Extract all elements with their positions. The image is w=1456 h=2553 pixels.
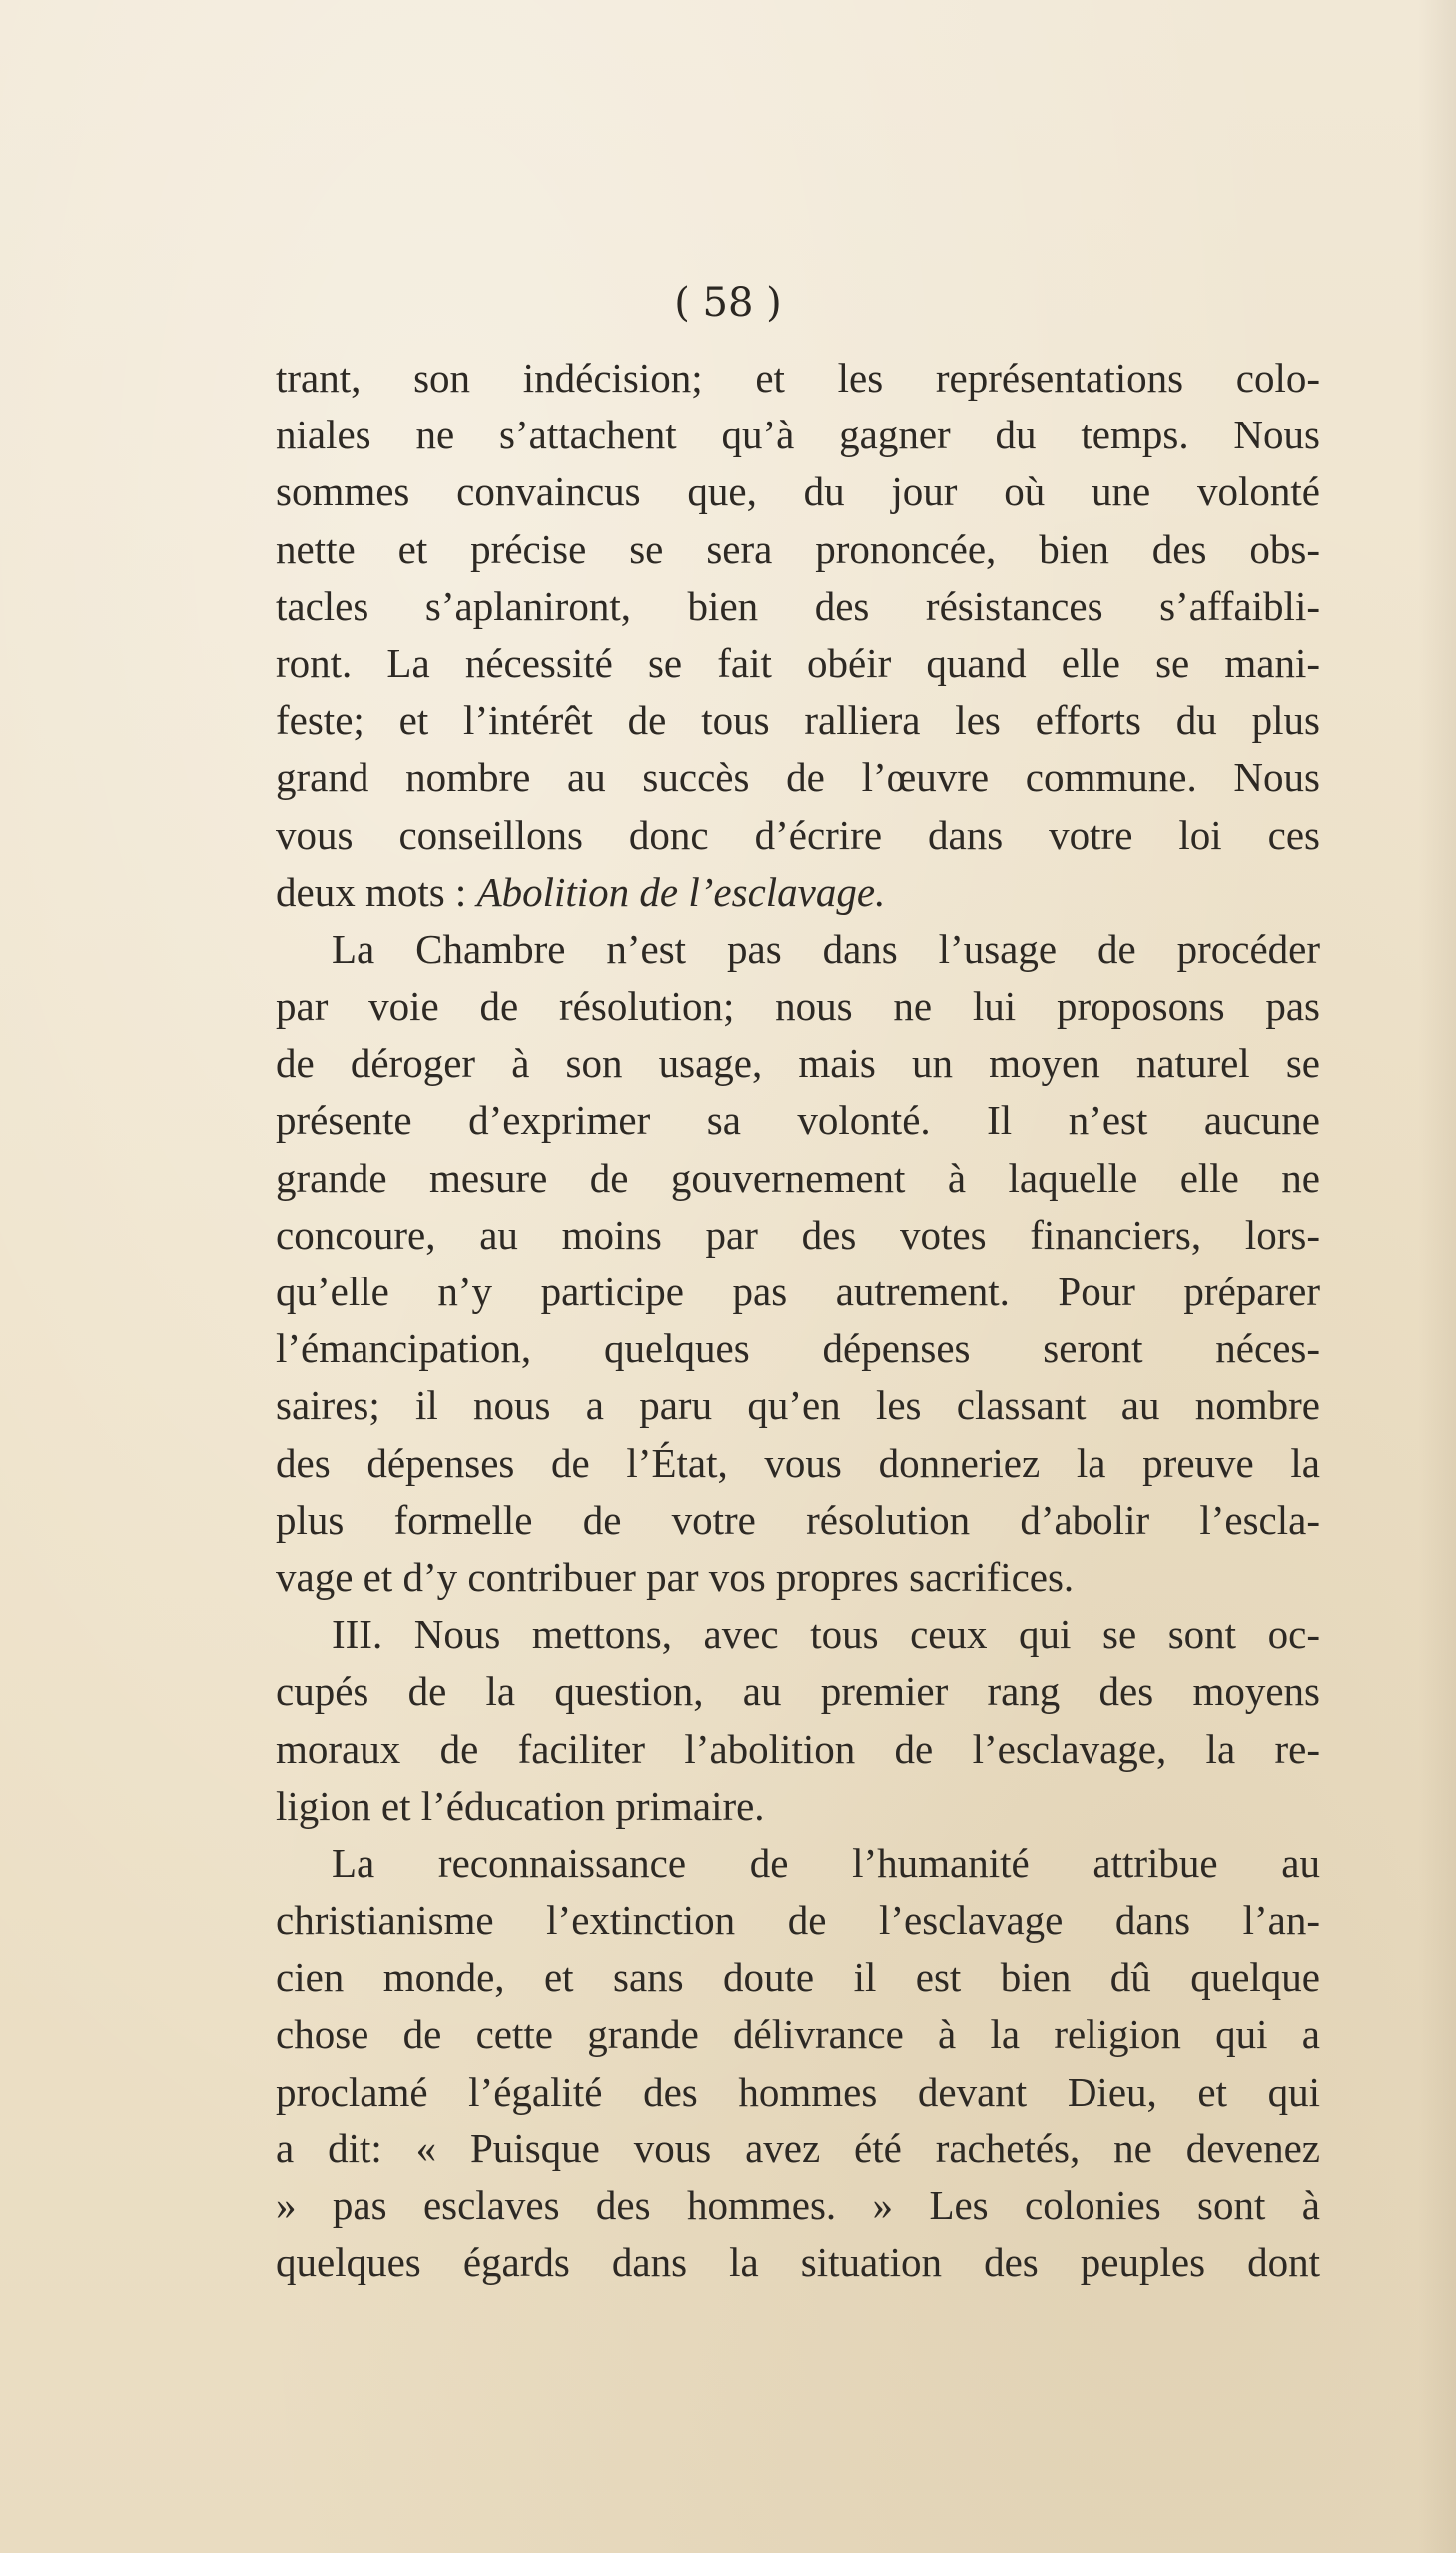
page-edge-shadow: [1418, 0, 1456, 2553]
text-line: de déroger à son usage, mais un moyen naturel se: [276, 1040, 1320, 1087]
text-line: feste; et l’intérêt de tous ralliera les efforts du plus: [276, 697, 1320, 744]
text-line: concoure, au moins par des votes financiers, lors-: [276, 1211, 1320, 1258]
text-line: saires; il nous a paru qu’en les classant au nombre: [276, 1382, 1320, 1429]
text-line: vous conseillons donc d’écrire dans votre loi ces: [276, 811, 1320, 858]
text-line: moraux de faciliter l’abolition de l’esclavage, la re-: [276, 1725, 1320, 1772]
text-line: » pas esclaves des hommes. » Les colonies sont à: [276, 2182, 1320, 2228]
text-line-prefix: deux mots :: [276, 868, 477, 915]
text-line: cupés de la question, au premier rang des moyens: [276, 1668, 1320, 1715]
italic-phrase: Abolition de l’esclavage.: [476, 868, 886, 915]
text-line: plus formelle de votre résolution d’abolir l’escla-: [276, 1496, 1320, 1543]
text-line: quelques égards dans la situation des peuples dont: [276, 2239, 1320, 2286]
paragraph-first-line: La reconnaissance de l’humanité attribue au: [332, 1839, 1320, 1886]
text-line: qu’elle n’y participe pas autrement. Pour préparer: [276, 1269, 1320, 1314]
text-line: ligion et l’éducation primaire.: [276, 1782, 765, 1829]
text-line: sommes convaincus que, du jour où une volonté: [276, 468, 1320, 515]
text-line: tacles s’aplaniront, bien des résistances s’affaibli-: [276, 582, 1320, 629]
text-line: chose de cette grande délivrance à la religion qui a: [276, 2011, 1320, 2058]
text-line: grande mesure de gouvernement à laquelle elle ne: [276, 1154, 1320, 1201]
text-line: des dépenses de l’État, vous donneriez la preuve la: [276, 1439, 1320, 1486]
text-line: cien monde, et sans doute il est bien dû quelque: [276, 1954, 1320, 2001]
text-line: trant, son indécision; et les représentations colo-: [276, 355, 1320, 401]
text-line: niales ne s’attachent qu’à gagner du temps. Nous: [276, 412, 1320, 458]
text-line: ront. La nécessité se fait obéir quand elle se mani-: [276, 639, 1320, 686]
text-line: christianisme l’extinction de l’esclavage dans l’an-: [276, 1897, 1320, 1944]
text-line: a dit: « Puisque vous avez été rachetés, ne devenez: [276, 2125, 1320, 2171]
paragraph-first-line: III. Nous mettons, avec tous ceux qui se sont oc-: [332, 1611, 1320, 1658]
text-line: proclamé l’égalité des hommes devant Dieu, et qui: [276, 2068, 1320, 2115]
text-line: l’émancipation, quelques dépenses seront néces-: [276, 1325, 1320, 1372]
text-line: grand nombre au succès de l’œuvre commune. Nous: [276, 754, 1320, 801]
text-line: vage et d’y contribuer par vos propres sacrifices.: [276, 1553, 1075, 1600]
text-line-abolition: [276, 864, 1320, 921]
text-line: présente d’exprimer sa volonté. Il n’est aucune: [276, 1097, 1320, 1144]
page-number: ( 58 ): [674, 280, 782, 326]
text-line: par voie de résolution; nous ne lui proposons pas: [276, 983, 1320, 1030]
text-line: nette et précise se sera prononcée, bien des obs-: [276, 525, 1320, 572]
body-text: [276, 350, 1320, 2291]
paragraph-first-line: La Chambre n’est pas dans l’usage de procéder: [332, 925, 1320, 972]
